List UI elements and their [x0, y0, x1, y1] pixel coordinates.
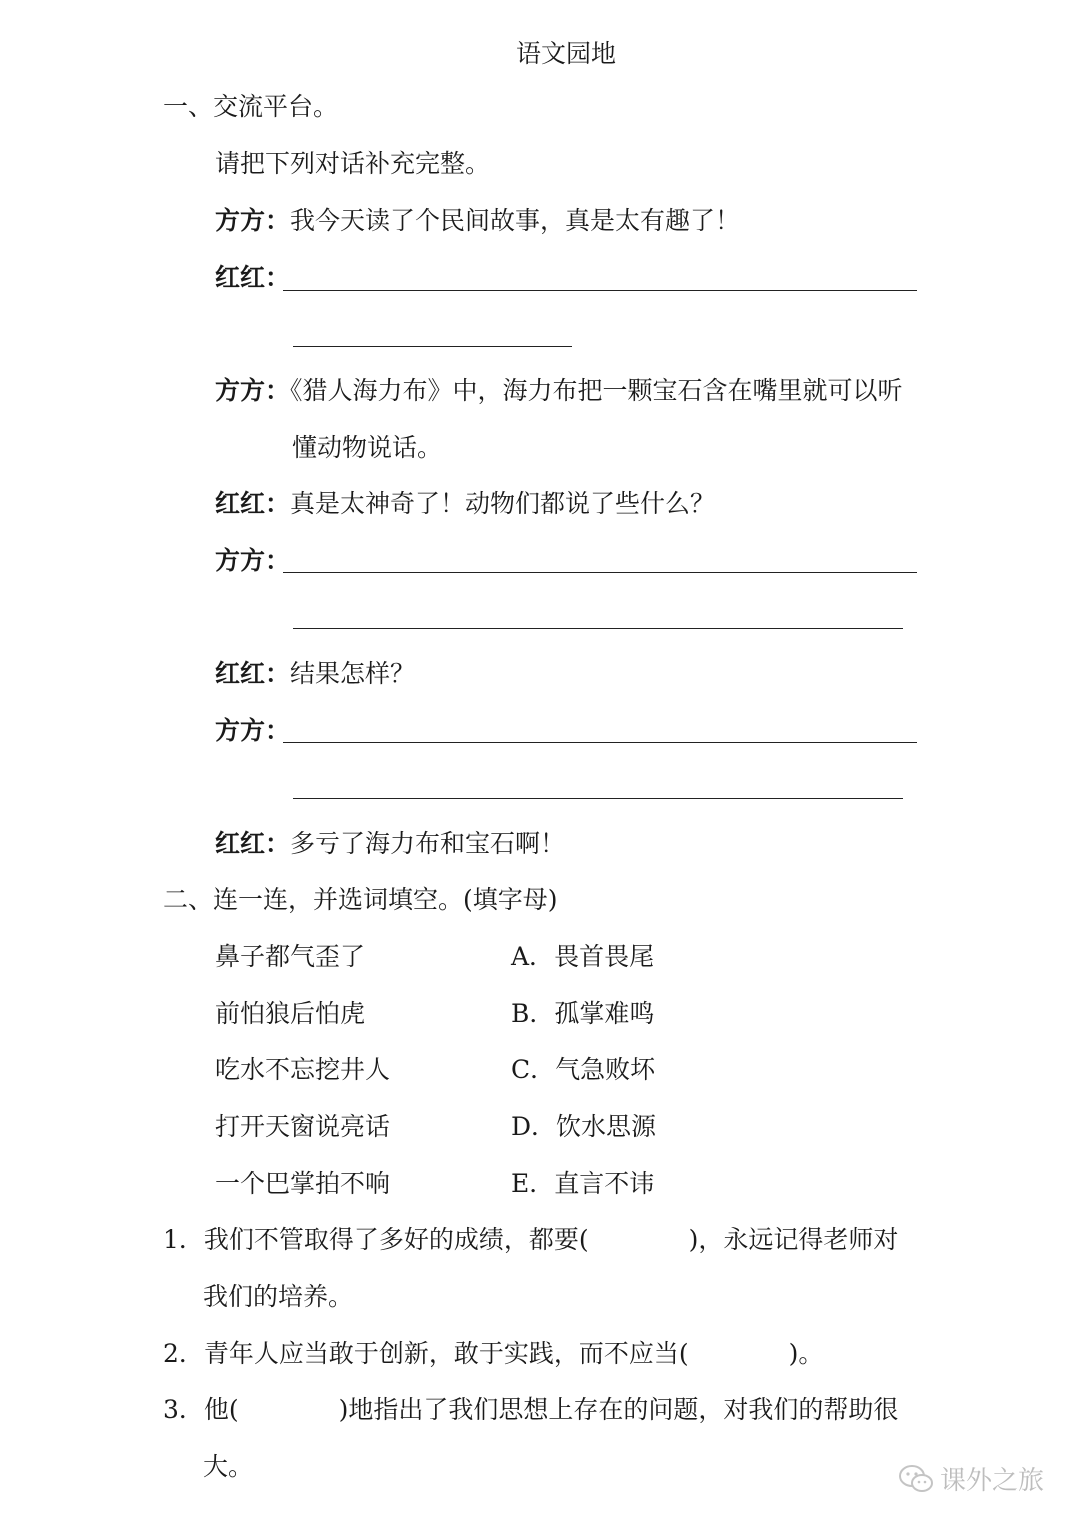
section2-heading: 二、连一连，并选词填空。(填字母) — [163, 885, 558, 914]
answer-blank-line[interactable] — [283, 572, 917, 573]
speaker-label: 方方： — [215, 206, 291, 235]
section1-instruction: 请把下列对话补充完整。 — [215, 149, 491, 178]
option-letter: C． — [511, 1055, 556, 1084]
wechat-icon — [898, 1464, 934, 1494]
option-text: 畏首畏尾 — [554, 942, 655, 971]
dialogue-line — [215, 375, 903, 407]
idiom-option[interactable] — [511, 1054, 655, 1086]
option-text: 饮水思源 — [556, 1112, 657, 1141]
idiom-left[interactable]: 打开天窗说亮话 — [215, 1112, 391, 1141]
speaker-label: 红红： — [215, 829, 291, 858]
dialogue-text: 真是太神奇了！动物们都说了些什么？ — [290, 489, 716, 518]
speaker-label: 方方： — [215, 546, 291, 575]
speaker-label: 红红： — [215, 263, 291, 292]
question-number: 1． — [163, 1225, 204, 1254]
dialogue-line — [215, 205, 740, 237]
question-text-after: )地指出了我们思想上存在的问题，对我们的帮助很 — [338, 1395, 899, 1424]
option-text: 直言不讳 — [554, 1169, 655, 1198]
idiom-left[interactable]: 前怕狼后怕虎 — [215, 999, 366, 1028]
answer-blank-line[interactable] — [293, 628, 903, 629]
dialogue-text: 《猎人海力布》中，海力布把一颗宝石含在嘴里就可以听 — [290, 376, 903, 405]
dialogue-line — [215, 545, 290, 577]
answer-blank-line[interactable] — [293, 798, 903, 799]
dialogue-line — [215, 262, 290, 294]
answer-blank-line[interactable] — [283, 290, 917, 291]
dialogue-line — [215, 828, 565, 860]
option-letter: A． — [511, 942, 555, 971]
dialogue-text: 结果怎样？ — [290, 659, 416, 688]
question-number: 3． — [163, 1395, 204, 1424]
question-3-continuation: 大。 — [203, 1452, 254, 1481]
speaker-label: 红红： — [215, 659, 291, 688]
idiom-left[interactable]: 鼻子都气歪了 — [215, 942, 366, 971]
option-letter: B． — [511, 999, 555, 1028]
question-text-before: 他( — [203, 1395, 239, 1424]
question-text-after: )。 — [788, 1339, 824, 1368]
idiom-option[interactable] — [511, 1111, 656, 1143]
speaker-label: 方方： — [215, 716, 291, 745]
speaker-label: 红红： — [215, 489, 291, 518]
dialogue-line — [215, 715, 290, 747]
page-title: 语文园地 — [516, 39, 617, 68]
answer-blank-line[interactable] — [283, 742, 917, 743]
idiom-option[interactable] — [511, 941, 654, 973]
option-letter: E． — [511, 1169, 555, 1198]
option-letter: D． — [511, 1112, 557, 1141]
question-3 — [163, 1394, 898, 1426]
option-text: 气急败坏 — [555, 1055, 656, 1084]
question-1-continuation: 我们的培养。 — [203, 1282, 354, 1311]
idiom-option[interactable] — [511, 998, 654, 1030]
dialogue-line — [215, 658, 415, 690]
idiom-option[interactable] — [511, 1168, 654, 1200]
section1-heading: 一、交流平台。 — [163, 92, 339, 121]
question-2 — [163, 1338, 823, 1370]
answer-blank-line[interactable] — [293, 346, 572, 347]
watermark — [898, 1460, 1044, 1497]
question-text-before: 青年人应当敢于创新，敢于实践，而不应当( — [203, 1339, 689, 1368]
speaker-label: 方方： — [215, 376, 291, 405]
idiom-left[interactable]: 吃水不忘挖井人 — [215, 1055, 391, 1084]
watermark-text: 课外之旅 — [940, 1466, 1045, 1496]
option-text: 孤掌难鸣 — [554, 999, 655, 1028]
question-1 — [163, 1224, 898, 1256]
dialogue-continuation: 懂动物说话。 — [292, 433, 443, 462]
dialogue-line — [215, 488, 715, 520]
question-text-before: 我们不管取得了多好的成绩，都要( — [203, 1225, 589, 1254]
idiom-left[interactable]: 一个巴掌拍不响 — [215, 1169, 391, 1198]
dialogue-text: 我今天读了个民间故事，真是太有趣了！ — [290, 206, 741, 235]
question-number: 2． — [163, 1339, 204, 1368]
question-text-after: )，永远记得老师对 — [688, 1225, 899, 1254]
dialogue-text: 多亏了海力布和宝石啊！ — [290, 829, 566, 858]
